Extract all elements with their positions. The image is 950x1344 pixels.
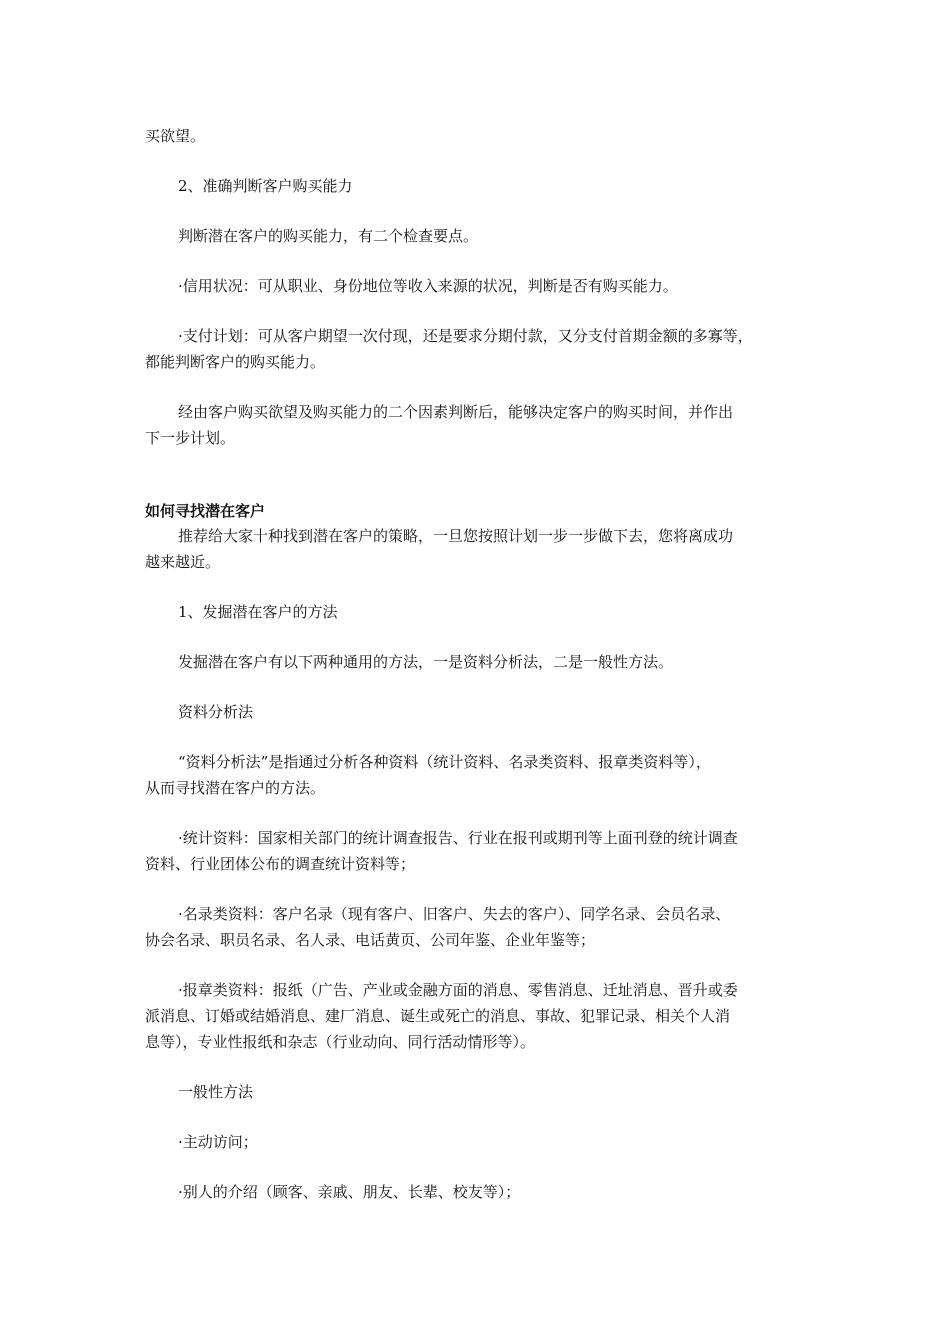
- paragraph-line: “资料分析法”是指通过分析各种资料（统计资料、名录类资料、报章类资料等），: [178, 753, 711, 771]
- paragraph-line: 越来越近。: [145, 553, 221, 571]
- bullet-line: ·别人的介绍（顾客、亲戚、朋友、长辈、校友等）；: [178, 1183, 521, 1201]
- section-subheading: 1、发掘潜在客户的方法: [178, 603, 338, 621]
- section-heading: 如何寻找潜在客户: [145, 502, 266, 520]
- bullet-line: 息等），专业性报纸和杂志（行业动向、同行活动情形等）。: [145, 1033, 536, 1051]
- paragraph-line: 下一步计划。: [145, 429, 236, 447]
- section-subheading: 一般性方法: [178, 1083, 254, 1101]
- bullet-line: ·支付计划：可从客户期望一次付现，还是要求分期付款，又分支付首期金额的多寡等，: [178, 327, 753, 345]
- paragraph-line: 都能判断客户的购买能力。: [145, 353, 326, 371]
- bullet-line: ·主动访问；: [178, 1133, 258, 1151]
- bullet-line: ·信用状况：可从职业、身份地位等收入来源的状况，判断是否有购买能力。: [178, 277, 678, 295]
- bullet-line: 协会名录、职员名录、名人录、电话黄页、公司年鉴、企业年鉴等；: [145, 931, 596, 949]
- bullet-line: ·报章类资料：报纸（广告、产业或金融方面的消息、零售消息、迁址消息、晋升或委: [178, 981, 738, 999]
- bullet-line: ·名录类资料：客户名录（现有客户、旧客户、失去的客户）、同学名录、会员名录、: [178, 905, 731, 923]
- paragraph-line: 买欲望。: [145, 127, 206, 145]
- section-subheading: 资料分析法: [178, 703, 254, 721]
- paragraph-line: 从而寻找潜在客户的方法。: [145, 779, 326, 797]
- bullet-line: ·统计资料：国家相关部门的统计调查报告、行业在报刊或期刊等上面刊登的统计调查: [178, 829, 738, 847]
- paragraph-line: 推荐给大家十种找到潜在客户的策略，一旦您按照计划一步一步做下去，您将离成功: [178, 527, 734, 545]
- bullet-line: 资料、行业团体公布的调查统计资料等；: [145, 855, 416, 873]
- paragraph-line: 判断潜在客户的购买能力，有二个检查要点。: [178, 227, 479, 245]
- section-subheading: 2、准确判断客户购买能力: [178, 177, 353, 195]
- paragraph-line: 发掘潜在客户有以下两种通用的方法，一是资料分析法，二是一般性方法。: [178, 653, 674, 671]
- bullet-line: 派消息、订婚或结婚消息、建厂消息、诞生或死亡的消息、事故、犯罪记录、相关个人消: [145, 1007, 731, 1025]
- paragraph-line: 经由客户购买欲望及购买能力的二个因素判断后，能够决定客户的购买时间，并作出: [178, 403, 734, 421]
